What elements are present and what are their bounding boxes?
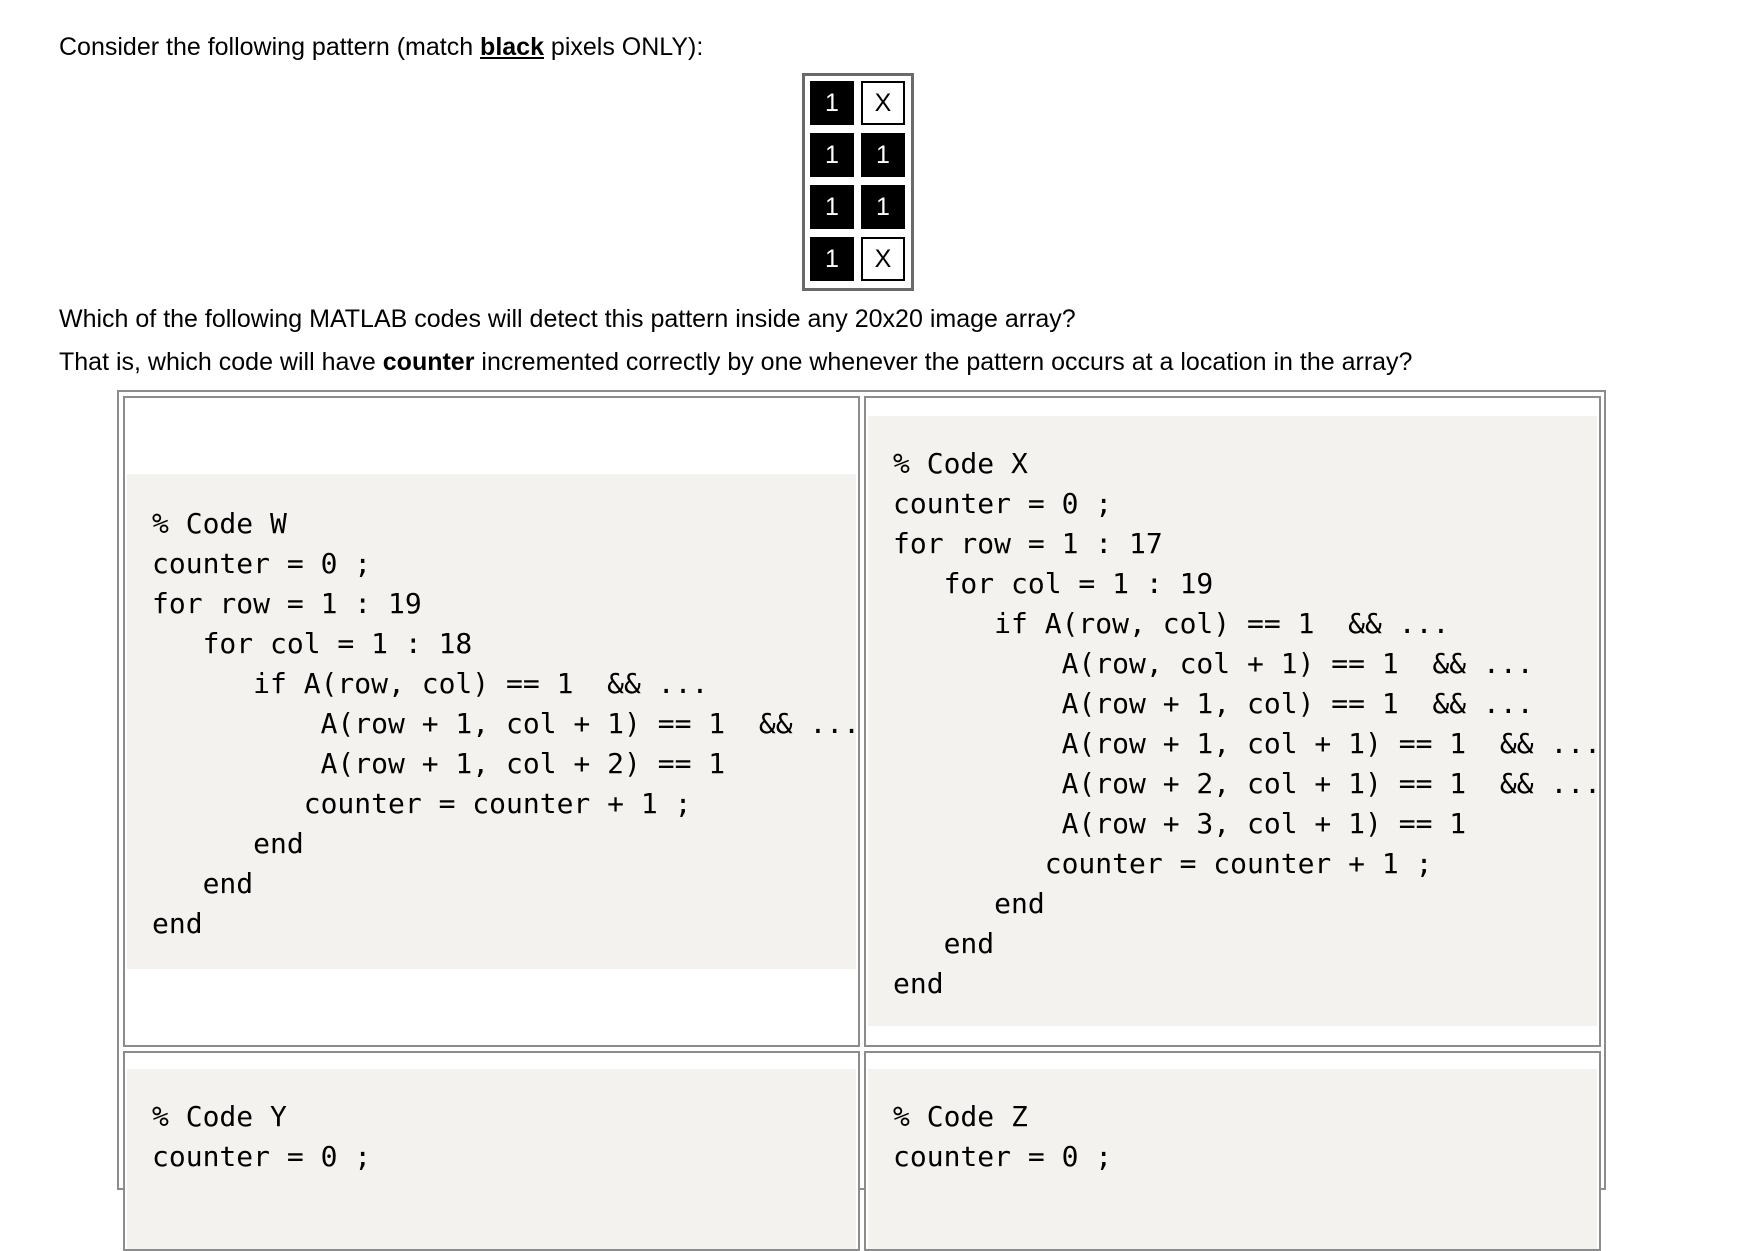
code-y-block: % Code Y counter = 0 ;	[152, 1100, 372, 1173]
intro-prefix: Consider the following pattern (match	[59, 33, 481, 61]
code-z-block: % Code Z counter = 0 ;	[893, 1100, 1113, 1173]
pattern-cell-r4-c1: 1	[810, 237, 854, 281]
code-x-block: % Code X counter = 0 ; for row = 1 : 17 for col = 1 : 19 if A(row, col) == 1 && ... A(row, col + 1) == 1 && ... A(row + 1, col) == 1 && ... A(row + 1, col + 1) == 1 && ... A(row + 2, col + 1) == 1 && ... A(row + 3, col + 1) == 1 counter = counter + 1 ; end end end	[893, 447, 1602, 1000]
intro-suffix: pixels ONLY):	[543, 33, 704, 61]
code-w-cell	[123, 396, 860, 1047]
code-options-table	[117, 390, 1606, 1190]
pattern-grid	[802, 73, 914, 291]
pattern-cell-r4-c2: X	[861, 237, 905, 281]
intro-emphasis: black	[480, 33, 544, 61]
code-y-cell	[123, 1051, 860, 1251]
code-w-block: % Code W counter = 0 ; for row = 1 : 19 for col = 1 : 18 if A(row, col) == 1 && ... A(row + 1, col + 1) == 1 && ... A(row + 1, col + 2) == 1 counter = counter + 1 ; end end end	[152, 507, 861, 940]
intro-text	[59, 32, 703, 62]
question-line-2-prefix: That is, which code will have	[59, 348, 383, 376]
question-line-2-suffix: incremented correctly by one whenever the pattern occurs at a location in the array?	[474, 348, 1413, 376]
pattern-cell-r1-c2: X	[861, 81, 905, 125]
pattern-cell-r1-c1: 1	[810, 81, 854, 125]
question-keyword-counter: counter	[382, 348, 475, 376]
pattern-cell-r2-c2: 1	[861, 133, 905, 177]
code-z-cell	[864, 1051, 1601, 1251]
pattern-cell-r2-c1: 1	[810, 133, 854, 177]
pattern-cell-r3-c2: 1	[861, 185, 905, 229]
pattern-cell-r3-c1: 1	[810, 185, 854, 229]
question-line-1: Which of the following MATLAB codes will detect this pattern inside any 20x20 image array?	[59, 305, 1076, 333]
code-x-cell	[864, 396, 1601, 1047]
question-line-2	[59, 347, 1412, 377]
